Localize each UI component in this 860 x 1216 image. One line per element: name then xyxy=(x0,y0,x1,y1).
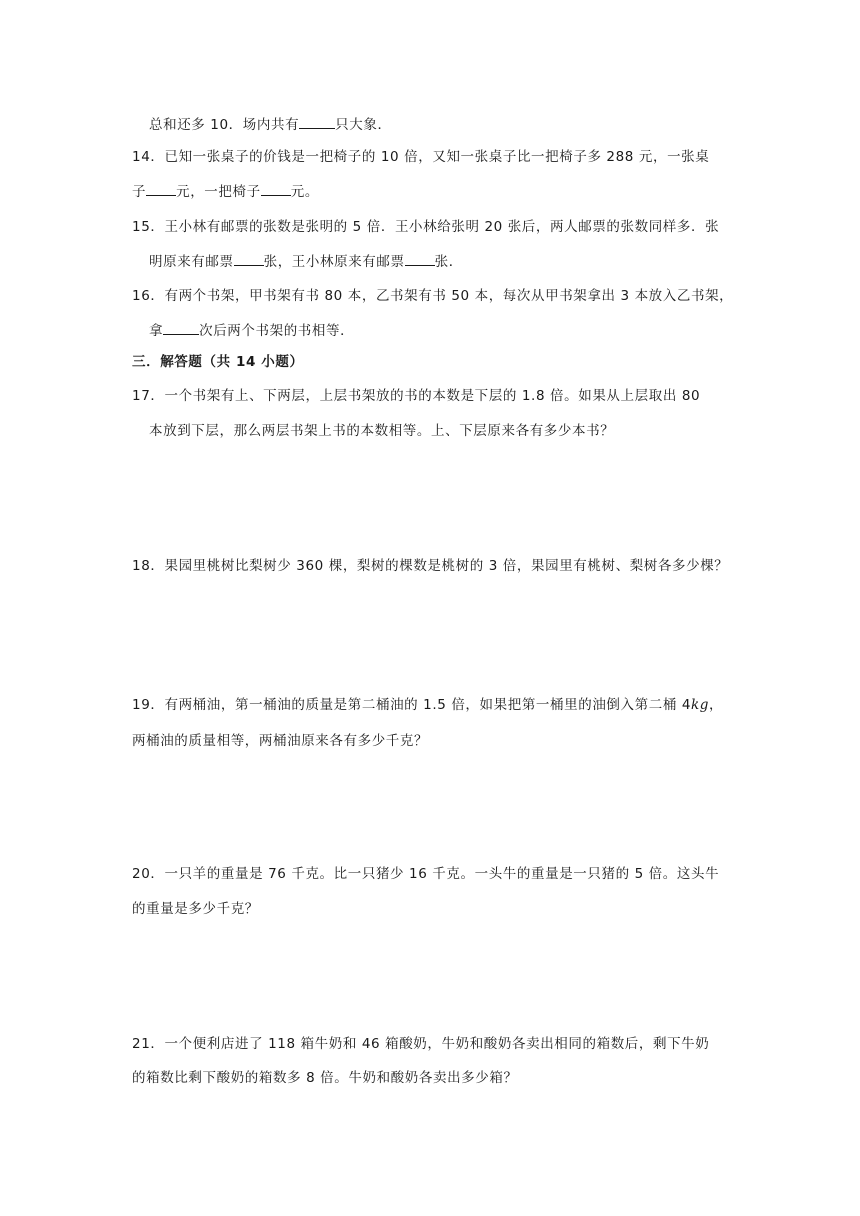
question-17-line-2: 本放到下层，那么两层书架上书的本数相等。上、下层原来各有多少本书？ xyxy=(149,423,615,439)
question-21-line-1: 21．一个便利店进了 118 箱牛奶和 46 箱酸奶，牛奶和酸奶各卖出相同的箱数后，剩下牛奶 xyxy=(132,1036,710,1052)
q14-text-b: 元，一把椅子 xyxy=(176,184,261,200)
question-16-line-2 xyxy=(149,320,354,341)
question-19-line-2: 两桶油的质量相等，两桶油原来各有多少千克？ xyxy=(132,733,429,749)
question-14-line-2 xyxy=(132,181,319,202)
question-14-line-1: 14．已知一张桌子的价钱是一把椅子的 10 倍，又知一张桌子比一把椅子多 288 元，一张桌 xyxy=(132,149,710,165)
q14-text-c: 元。 xyxy=(290,184,319,200)
q14-text-a: 子 xyxy=(132,184,147,200)
q16-answer-blank[interactable] xyxy=(163,320,199,335)
q14-chair-price-blank[interactable] xyxy=(261,181,291,196)
question-17-line-1: 17．一个书架有上、下两层，上层书架放的书的本数是下层的 1.8 倍。如果从上层取出 80 xyxy=(132,388,701,404)
question-19-line-1 xyxy=(132,695,723,715)
q13-answer-blank[interactable] xyxy=(299,114,335,129)
question-20-line-1: 20．一只羊的重量是 76 千克。比一只猪少 16 千克。一头牛的重量是一只猪的 5 倍。这头牛 xyxy=(132,866,720,882)
q15-text-a: 明原来有邮票 xyxy=(149,254,234,270)
question-15-line-1: 15．王小林有邮票的张数是张明的 5 倍．王小林给张明 20 张后，两人邮票的张数同样多．张 xyxy=(132,219,720,235)
q19-text-b: ， xyxy=(709,697,724,713)
question-21-line-2: 的箱数比剩下酸奶的箱数多 8 倍。牛奶和酸奶各卖出多少箱？ xyxy=(132,1070,518,1086)
q15-text-b: 张，王小林原来有邮票 xyxy=(263,254,405,270)
question-20-line-2: 的重量是多少千克？ xyxy=(132,901,259,917)
question-15-line-2 xyxy=(149,251,463,272)
q19-text-a: 19．有两桶油，第一桶油的质量是第二桶油的 1.5 倍，如果把第一桶里的油倒入第二桶 4 xyxy=(132,697,692,713)
question-13-continuation xyxy=(149,114,392,135)
q15-text-c: 张． xyxy=(434,254,463,270)
question-18-line-1: 18．果园里桃树比梨树少 360 棵，梨树的棵数是桃树的 3 倍，果园里有桃树、梨树各多少棵？ xyxy=(132,558,729,574)
q15-zhangming-blank[interactable] xyxy=(234,251,264,266)
q16-text-a: 拿 xyxy=(149,323,164,339)
q16-text-b: 次后两个书架的书相等． xyxy=(199,323,355,339)
q15-wangxiaolin-blank[interactable] xyxy=(405,251,435,266)
question-16-line-1: 16．有两个书架，甲书架有书 80 本，乙书架有书 50 本，每次从甲书架拿出 3 本放入乙书架， xyxy=(132,288,734,304)
section-title-answer-questions: 三．解答题（共 14 小题） xyxy=(132,354,304,370)
q13-text-after: 只大象． xyxy=(335,117,392,133)
q19-unit-kg: kg xyxy=(691,697,710,713)
q14-table-price-blank[interactable] xyxy=(146,181,176,196)
q13-text-before: 总和还多 10．场内共有 xyxy=(149,117,300,133)
